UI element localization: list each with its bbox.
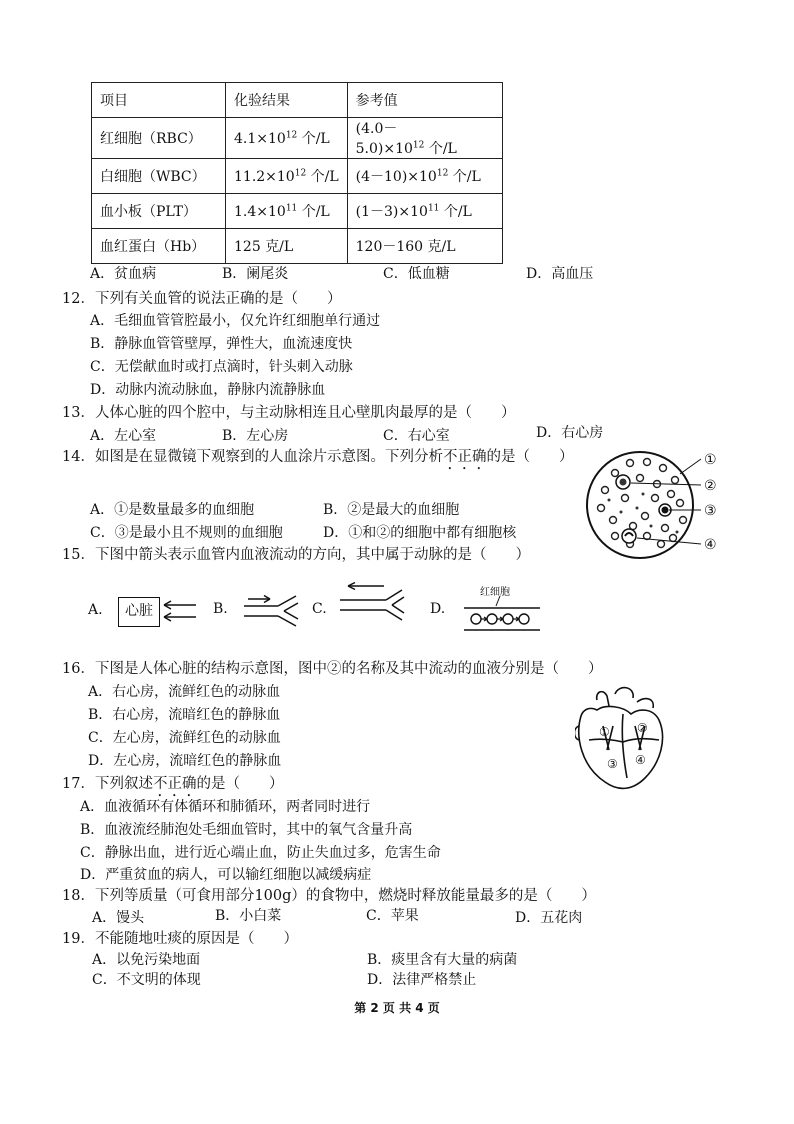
- q18-stem: 18．下列等质量（可食用部分100g）的食物中，燃烧时释放能量最多的是（ ）: [62, 888, 596, 904]
- header-reference: 参考值: [347, 83, 502, 118]
- q12-option-b[interactable]: B．静脉血管管壁厚，弹性大，血流速度快: [90, 336, 353, 352]
- header-item: 项目: [92, 83, 226, 118]
- q14-option-c[interactable]: C．③是最小且不规则的血细胞: [90, 525, 283, 541]
- row-reference: $(4.0-5.0)\times 10^{12}$ 个/L: [347, 118, 502, 159]
- q14-option-d[interactable]: D．①和②的细胞中都有细胞核: [323, 525, 517, 541]
- q18-option-a[interactable]: A．馒头: [92, 910, 145, 926]
- q11-option-b[interactable]: B．阑尾炎: [222, 266, 289, 282]
- q16-option-a[interactable]: A．右心房，流鲜红色的动脉血: [88, 684, 281, 700]
- q18-option-c[interactable]: C．苹果: [366, 908, 419, 924]
- table-row: [92, 194, 503, 229]
- table-row: [92, 118, 503, 159]
- q16-option-c[interactable]: C．左心房，流鲜红色的动脉血: [88, 730, 281, 746]
- header-result: 化验结果: [226, 83, 348, 118]
- q17-option-b[interactable]: B．血液流经肺泡处毛细血管时，其中的氧气含量升高: [80, 822, 413, 838]
- table-header-row: [92, 83, 503, 118]
- heart-diagram: [575, 686, 675, 794]
- q15-option-d[interactable]: D.: [430, 601, 446, 617]
- q12-option-d[interactable]: D．动脉内流动脉血，静脉内流静脉血: [90, 382, 326, 398]
- q14-option-a[interactable]: A．①是数量最多的血细胞: [90, 502, 255, 518]
- q12-option-c[interactable]: C．无偿献血时或打点滴时，针头刺入动脉: [90, 359, 353, 375]
- q15-a-arrows: [160, 596, 200, 626]
- q17-stem: 17．下列叙述不正确的是（ ）: [62, 776, 284, 792]
- q13-option-a[interactable]: A．左心室: [90, 428, 157, 444]
- row-item: 血小板（PLT）: [92, 194, 226, 229]
- smear-label-2: ②: [704, 478, 717, 494]
- heart-label-4: ④: [635, 753, 646, 767]
- q19-stem: 19．不能随地吐痰的原因是（ ）: [62, 931, 298, 947]
- smear-label-1: ①: [704, 452, 717, 468]
- q15-b-vessel: [240, 592, 302, 628]
- row-reference: 120－160 克/L: [347, 229, 502, 264]
- smear-label-4: ④: [704, 537, 717, 553]
- q14-option-b[interactable]: B．②是最大的血细胞: [323, 502, 460, 518]
- row-reference: $(4-10)\times 10^{12}$ 个/L: [347, 159, 502, 194]
- q15-c-vessel: [338, 580, 410, 626]
- table-row: [92, 159, 503, 194]
- row-result: $11.2\times 10^{12}$ 个/L: [226, 159, 348, 194]
- q15-option-b[interactable]: B.: [213, 601, 228, 617]
- row-reference: $(1-3)\times 10^{11}$ 个/L: [347, 194, 502, 229]
- q17-option-c[interactable]: C．静脉出血，进行近心端止血，防止失血过多，危害生命: [80, 845, 441, 861]
- table-row: [92, 229, 503, 264]
- q13-option-c[interactable]: C．右心室: [383, 428, 450, 444]
- q14-stem: 14．如图是在显微镜下观察到的人血涂片示意图。下列分析不正确的是（ ）: [62, 449, 574, 465]
- q11-option-a[interactable]: A．贫血病: [90, 266, 157, 282]
- smear-label-3: ③: [704, 503, 717, 519]
- row-item: 血红蛋白（Hb）: [92, 229, 226, 264]
- row-result: 125 克/L: [226, 229, 348, 264]
- row-item: 红细胞（RBC）: [92, 118, 226, 159]
- heart-label-3: ③: [607, 757, 618, 771]
- heart-label-2: ②: [637, 721, 648, 735]
- q11-option-d[interactable]: D．高血压: [526, 266, 594, 282]
- q13-stem: 13．人体心脏的四个腔中，与主动脉相连且心壁肌肉最厚的是（ ）: [62, 405, 516, 421]
- q18-option-d[interactable]: D．五花肉: [515, 910, 583, 926]
- q13-option-b[interactable]: B．左心房: [222, 428, 289, 444]
- rbc-label: 红细胞: [480, 587, 510, 598]
- q13-option-d[interactable]: D．右心房: [536, 425, 604, 441]
- q17-option-a[interactable]: A．血液循环有体循环和肺循环，两者同时进行: [80, 799, 371, 815]
- q19-option-d[interactable]: D．法律严格禁止: [367, 972, 477, 988]
- blood-smear-diagram: [585, 448, 735, 560]
- q16-stem: 16．下图是人体心脏的结构示意图，图中②的名称及其中流动的血液分别是（ ）: [62, 661, 603, 677]
- q15-option-a[interactable]: A.: [88, 602, 103, 618]
- q19-option-b[interactable]: B．痰里含有大量的病菌: [367, 952, 518, 968]
- q19-option-c[interactable]: C．不文明的体现: [92, 972, 201, 988]
- q12-stem: 12．下列有关血管的说法正确的是（ ）: [62, 291, 342, 307]
- page-number: 第 2 页 共 4 页: [354, 1001, 440, 1015]
- q15-d-capillary: [462, 592, 542, 634]
- q18-option-b[interactable]: B．小白菜: [215, 908, 282, 924]
- heart-label-1: ①: [599, 725, 610, 739]
- q15-stem: 15．下图中箭头表示血管内血液流动的方向，其中属于动脉的是（ ）: [62, 547, 530, 563]
- q11-option-c[interactable]: C．低血糖: [383, 266, 450, 282]
- q19-option-a[interactable]: A．以免污染地面: [92, 952, 201, 968]
- row-item: 白细胞（WBC）: [92, 159, 226, 194]
- row-result: $1.4\times 10^{11}$ 个/L: [226, 194, 348, 229]
- q17-option-d[interactable]: D．严重贫血的病人，可以输红细胞以减缓病症: [80, 867, 372, 883]
- heart-box: 心脏: [118, 597, 160, 627]
- lab-results-table: [91, 82, 503, 264]
- q16-option-d[interactable]: D．左心房，流暗红色的静脉血: [88, 753, 282, 769]
- q12-option-a[interactable]: A．毛细血管管腔最小，仅允许红细胞单行通过: [90, 313, 381, 329]
- q16-option-b[interactable]: B．右心房，流暗红色的静脉血: [88, 707, 281, 723]
- q15-option-c[interactable]: C.: [312, 601, 327, 617]
- row-result: $4.1\times 10^{12}$ 个/L: [226, 118, 348, 159]
